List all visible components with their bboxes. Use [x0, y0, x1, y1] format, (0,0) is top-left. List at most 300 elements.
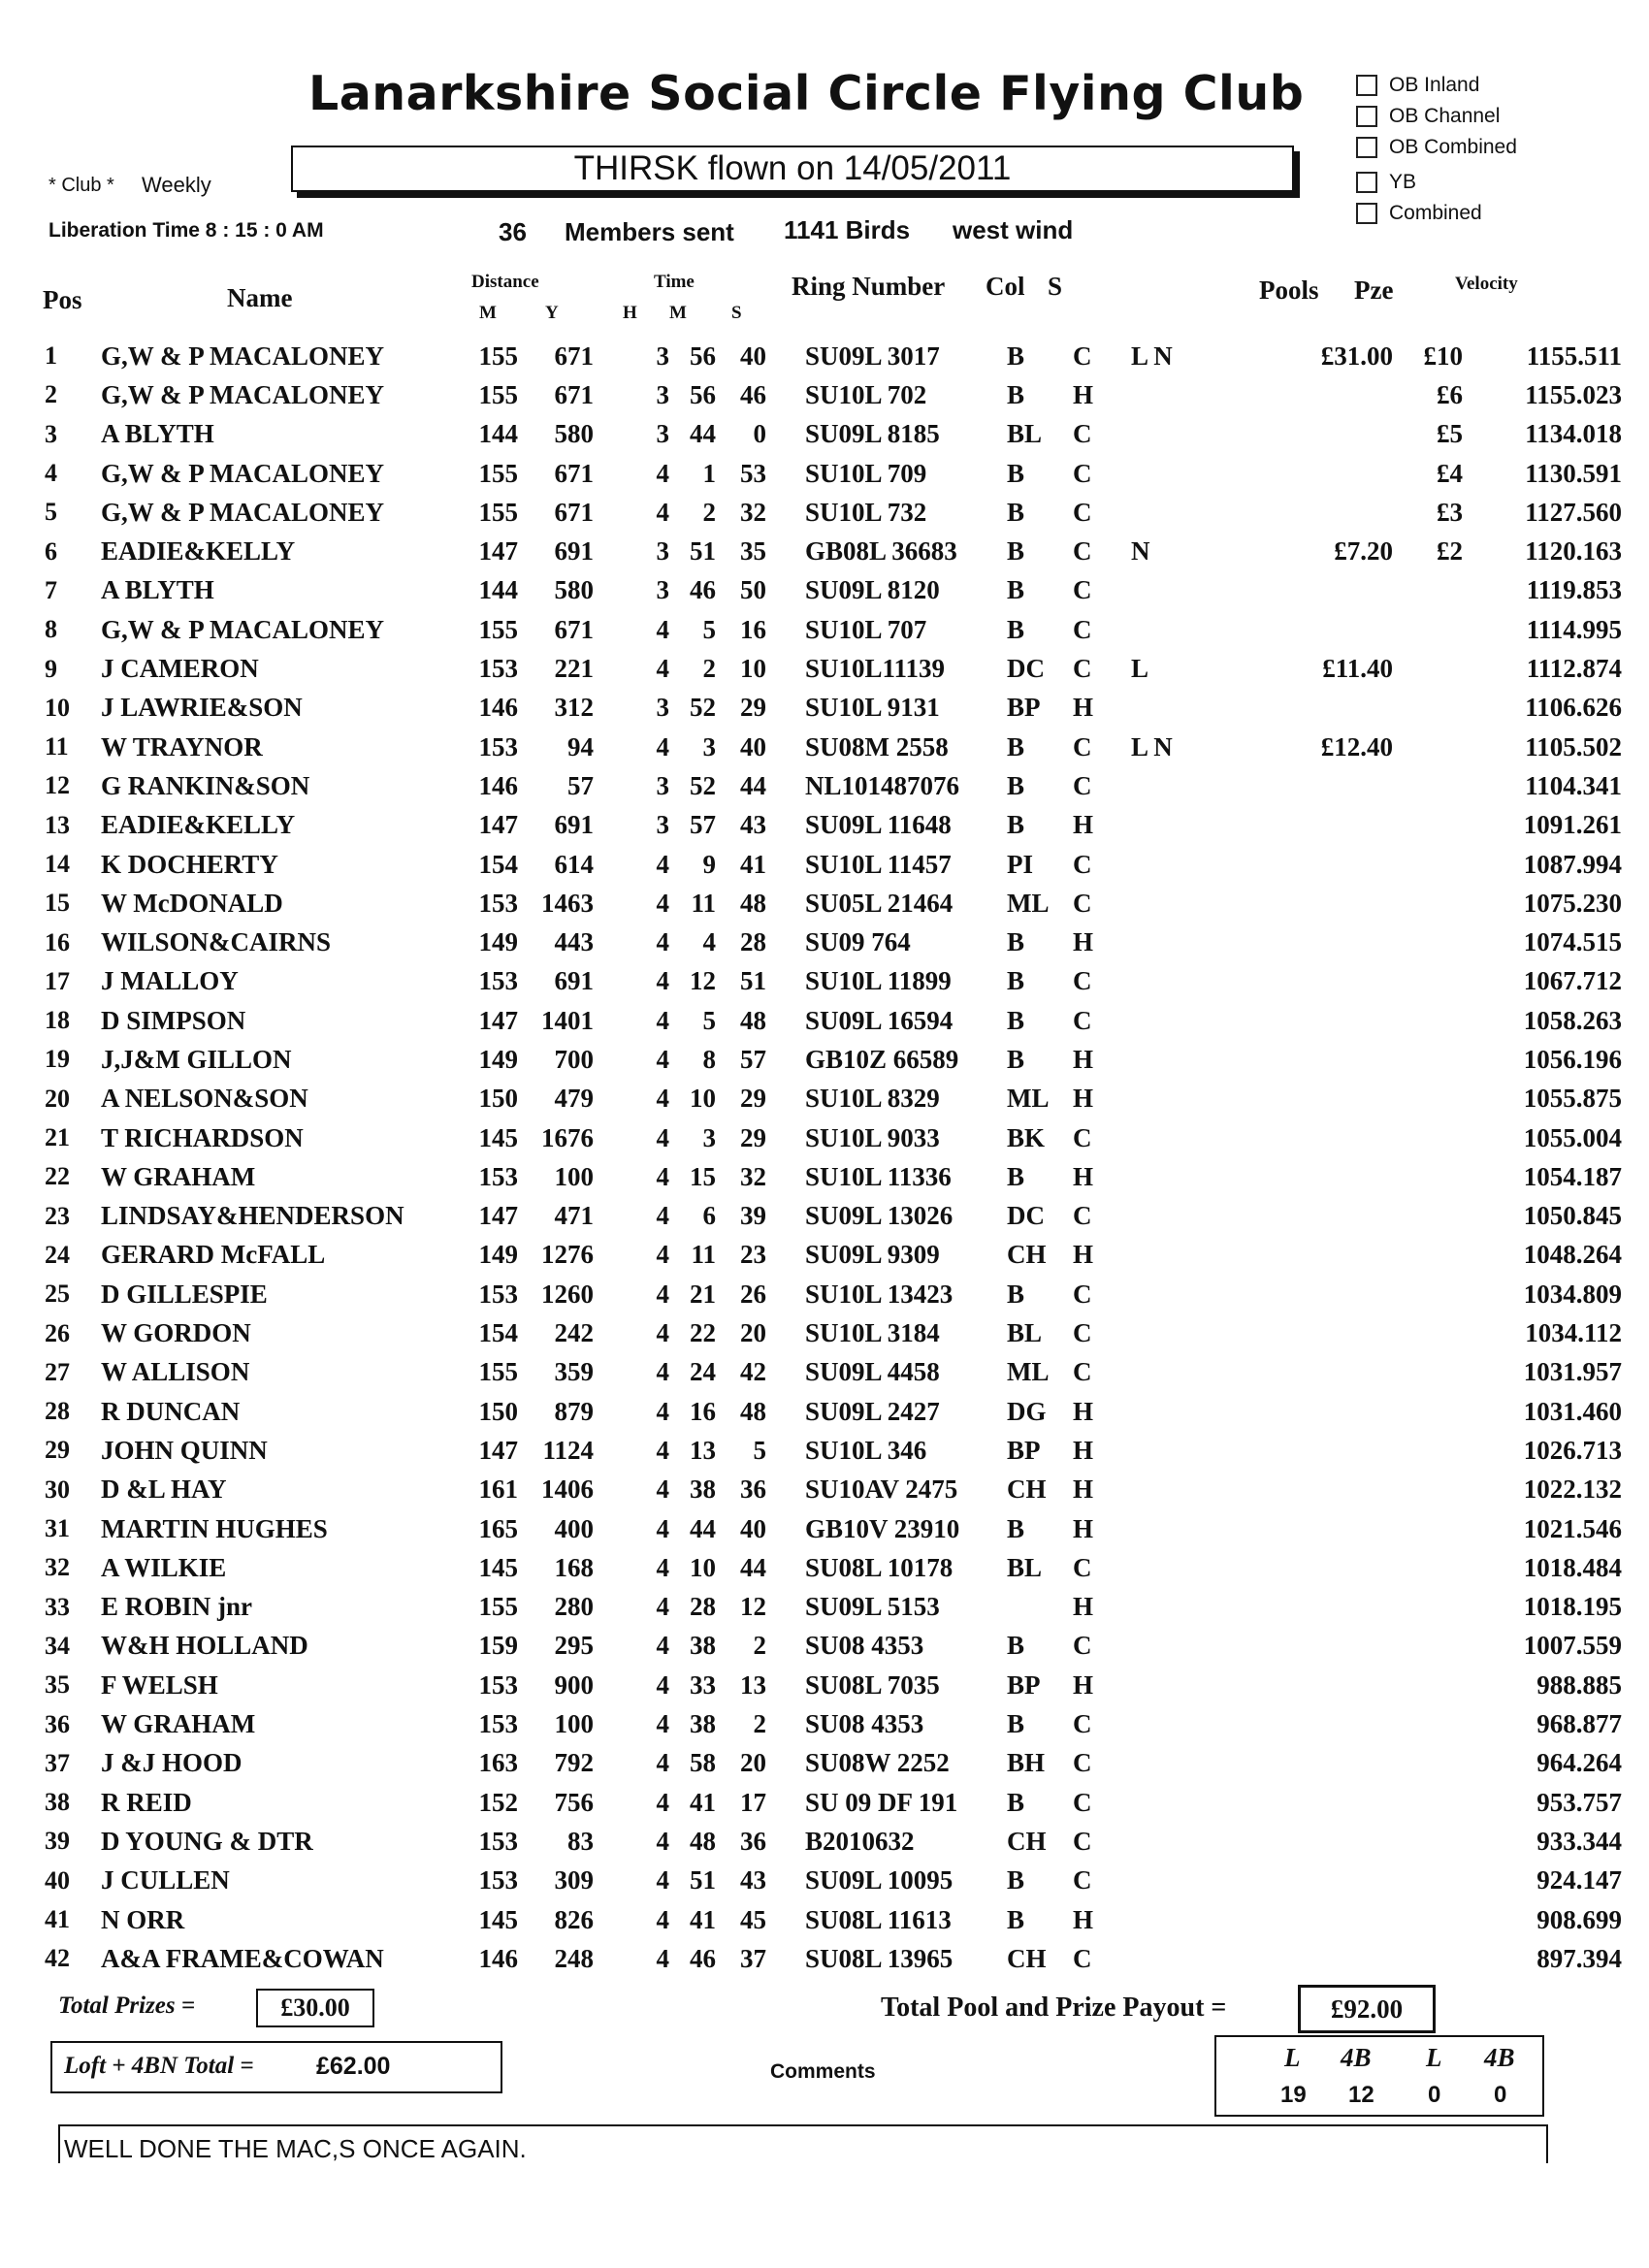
checkbox-icon[interactable]: [1356, 106, 1377, 127]
colour-cell: CH: [1007, 1474, 1047, 1505]
distance-yards-cell: 671: [554, 458, 594, 488]
pools-cell: [1209, 1431, 1393, 1470]
prize-cell: [1393, 1627, 1463, 1666]
ring-number-cell: SU08L 13965: [805, 1943, 954, 1973]
velocity-cell: 1048.264: [1523, 1240, 1622, 1270]
nomination-cell: [1131, 1862, 1209, 1900]
col-time: Time: [654, 272, 695, 292]
ring-number-cell: SU09L 2427: [805, 1396, 940, 1426]
time-seconds-cell: 40: [740, 340, 766, 371]
nomination-cell: [1131, 1744, 1209, 1783]
time-minutes-cell: 15: [690, 1161, 716, 1191]
velocity-cell: 1112.874: [1526, 654, 1622, 684]
time-minutes-cell: 48: [690, 1826, 716, 1856]
checkbox-icon[interactable]: [1356, 137, 1377, 158]
pools-cell: [1209, 845, 1393, 884]
pos-cell: 35: [45, 1670, 70, 1700]
colour-cell: DG: [1007, 1396, 1047, 1426]
nomination-cell: [1131, 884, 1209, 923]
velocity-cell: 1104.341: [1525, 770, 1622, 800]
time-minutes-cell: 44: [690, 1513, 716, 1543]
table-row: [39, 571, 1622, 610]
prize-cell: [1393, 610, 1463, 649]
time-hours-cell: 3: [656, 810, 669, 840]
time-hours-cell: 4: [656, 1201, 669, 1231]
distance-miles-cell: 147: [478, 1201, 518, 1231]
distance-miles-cell: 149: [478, 1240, 518, 1270]
time-hours-cell: 4: [656, 1435, 669, 1465]
pos-cell: 6: [45, 536, 57, 566]
ring-number-cell: SU08M 2558: [805, 731, 949, 761]
table-row: [39, 1040, 1622, 1079]
nomination-cell: [1131, 1704, 1209, 1743]
sex-cell: C: [1073, 1826, 1092, 1856]
colour-cell: B: [1007, 966, 1025, 996]
nomination-cell: [1131, 454, 1209, 493]
nomination-cell: [1131, 375, 1209, 414]
name-cell: JOHN QUINN: [101, 1435, 268, 1465]
distance-miles-cell: 153: [478, 888, 518, 918]
sex-cell: C: [1073, 1865, 1092, 1895]
pos-cell: 32: [45, 1553, 70, 1582]
colour-cell: DC: [1007, 654, 1045, 684]
name-cell: E ROBIN jnr: [101, 1592, 253, 1622]
pos-cell: 27: [45, 1357, 70, 1386]
velocity-cell: 1087.994: [1523, 849, 1622, 879]
time-seconds-cell: 48: [740, 888, 766, 918]
distance-yards-cell: 295: [554, 1631, 594, 1661]
prize-cell: [1393, 1001, 1463, 1040]
table-row: [39, 1080, 1622, 1118]
table-row: [39, 337, 1622, 375]
sex-cell: C: [1073, 966, 1092, 996]
pools-cell: [1209, 1197, 1393, 1236]
distance-miles-cell: 146: [478, 1943, 518, 1973]
ring-number-cell: SU09L 13026: [805, 1201, 954, 1231]
distance-miles-cell: 155: [478, 1592, 518, 1622]
nomination-cell: [1131, 1822, 1209, 1861]
option-ob-combined[interactable]: OB Combined: [1356, 136, 1517, 159]
distance-yards-cell: 826: [554, 1904, 594, 1934]
distance-miles-cell: 145: [478, 1552, 518, 1582]
nomination-cell: N: [1131, 536, 1150, 567]
col-dist-y: Y: [545, 303, 559, 323]
pools-cell: [1209, 1080, 1393, 1118]
colour-cell: B: [1007, 497, 1025, 527]
colour-cell: CH: [1007, 1826, 1047, 1856]
checkbox-icon[interactable]: [1356, 203, 1377, 224]
colour-cell: B: [1007, 1865, 1025, 1895]
time-minutes-cell: 2: [702, 497, 716, 527]
pos-cell: 38: [45, 1788, 70, 1817]
colour-cell: B: [1007, 379, 1025, 409]
distance-yards-cell: 1260: [541, 1279, 594, 1309]
comments-label: Comments: [770, 2060, 876, 2083]
prize-cell: [1393, 1275, 1463, 1313]
time-hours-cell: 4: [656, 1357, 669, 1387]
table-row: [39, 610, 1622, 649]
ring-number-cell: SU09L 9309: [805, 1240, 940, 1270]
time-minutes-cell: 1: [702, 458, 716, 488]
time-hours-cell: 3: [656, 536, 669, 567]
velocity-cell: 1067.712: [1523, 966, 1622, 996]
distance-yards-cell: 691: [554, 810, 594, 840]
option-ob-inland[interactable]: OB Inland: [1356, 74, 1479, 97]
name-cell: A&A FRAME&COWAN: [101, 1943, 384, 1973]
time-seconds-cell: 57: [740, 1044, 766, 1074]
distance-miles-cell: 152: [478, 1787, 518, 1817]
time-seconds-cell: 29: [740, 1084, 766, 1114]
velocity-cell: 1034.112: [1525, 1318, 1622, 1348]
distance-yards-cell: 168: [554, 1552, 594, 1582]
prize-cell: [1393, 689, 1463, 728]
sex-cell: H: [1073, 1592, 1094, 1622]
sex-cell: H: [1073, 927, 1094, 957]
ring-number-cell: SU09L 3017: [805, 340, 940, 371]
prize-cell: [1393, 766, 1463, 805]
table-row: [39, 884, 1622, 923]
name-cell: R DUNCAN: [101, 1396, 241, 1426]
prize-cell: [1393, 1353, 1463, 1392]
time-seconds-cell: 44: [740, 770, 766, 800]
sex-cell: C: [1073, 1005, 1092, 1035]
time-seconds-cell: 2: [753, 1709, 766, 1739]
colour-cell: CH: [1007, 1943, 1047, 1973]
prize-cell: [1393, 1471, 1463, 1509]
nomination-cell: [1131, 1548, 1209, 1587]
distance-miles-cell: 153: [478, 731, 518, 761]
colour-cell: ML: [1007, 888, 1050, 918]
prize-cell: [1393, 649, 1463, 688]
distance-yards-cell: 312: [554, 693, 594, 723]
velocity-cell: 1055.004: [1523, 1122, 1622, 1152]
time-hours-cell: 4: [656, 1631, 669, 1661]
sex-cell: H: [1073, 1396, 1094, 1426]
pools-cell: [1209, 1353, 1393, 1392]
checkbox-icon[interactable]: [1356, 172, 1377, 193]
time-seconds-cell: 35: [740, 536, 766, 567]
velocity-cell: 1007.559: [1523, 1631, 1622, 1661]
colour-cell: B: [1007, 1904, 1025, 1934]
name-cell: D SIMPSON: [101, 1005, 246, 1035]
distance-yards-cell: 671: [554, 497, 594, 527]
table-row: [39, 1900, 1622, 1939]
time-hours-cell: 4: [656, 458, 669, 488]
time-hours-cell: 3: [656, 575, 669, 605]
sex-cell: H: [1073, 1240, 1094, 1270]
name-cell: G,W & P MACALONEY: [101, 340, 385, 371]
colour-cell: BL: [1007, 1318, 1043, 1348]
nomination-cell: [1131, 1118, 1209, 1157]
name-cell: A BLYTH: [101, 575, 214, 605]
time-seconds-cell: 48: [740, 1005, 766, 1035]
table-row: [39, 1313, 1622, 1352]
pos-cell: 8: [45, 615, 57, 644]
ring-number-cell: SU10L 732: [805, 497, 927, 527]
table-row: [39, 1862, 1622, 1900]
time-minutes-cell: 41: [690, 1787, 716, 1817]
ring-number-cell: SU08 4353: [805, 1709, 924, 1739]
prize-cell: [1393, 1862, 1463, 1900]
pos-cell: 24: [45, 1240, 70, 1269]
velocity-cell: 1119.853: [1526, 575, 1622, 605]
table-row: [39, 1431, 1622, 1470]
pos-cell: 3: [45, 419, 57, 448]
time-hours-cell: 4: [656, 654, 669, 684]
ring-number-cell: SU09L 8120: [805, 575, 940, 605]
club-title: Lanarkshire Social Circle Flying Club: [308, 66, 1305, 121]
sex-cell: H: [1073, 1904, 1094, 1934]
option-combined[interactable]: Combined: [1356, 202, 1482, 225]
table-row: [39, 649, 1622, 688]
stats-header-l2: L: [1426, 2043, 1442, 2072]
sex-cell: C: [1073, 1748, 1092, 1778]
time-minutes-cell: 57: [690, 810, 716, 840]
ring-number-cell: SU08L 11613: [805, 1904, 952, 1934]
nomination-cell: [1131, 1040, 1209, 1079]
table-row: [39, 1353, 1622, 1392]
time-hours-cell: 4: [656, 614, 669, 644]
time-minutes-cell: 12: [690, 966, 716, 996]
option-yb[interactable]: YB: [1356, 171, 1416, 194]
name-cell: J &J HOOD: [101, 1748, 242, 1778]
pools-cell: [1209, 571, 1393, 610]
prize-cell: [1393, 1900, 1463, 1939]
distance-yards-cell: 671: [554, 379, 594, 409]
pools-cell: [1209, 1118, 1393, 1157]
time-minutes-cell: 22: [690, 1318, 716, 1348]
option-ob-channel[interactable]: OB Channel: [1356, 105, 1500, 128]
nomination-cell: [1131, 1353, 1209, 1392]
velocity-cell: 953.757: [1536, 1787, 1622, 1817]
time-hours-cell: 4: [656, 1318, 669, 1348]
nomination-cell: [1131, 689, 1209, 728]
stats-header-4b2: 4B: [1484, 2043, 1515, 2072]
sex-cell: C: [1073, 1943, 1092, 1973]
sex-cell: C: [1073, 419, 1092, 449]
colour-cell: PI: [1007, 849, 1033, 879]
distance-miles-cell: 155: [478, 497, 518, 527]
distance-miles-cell: 147: [478, 1005, 518, 1035]
table-row: [39, 415, 1622, 454]
table-row: [39, 766, 1622, 805]
velocity-cell: 1091.261: [1523, 810, 1622, 840]
name-cell: D GILLESPIE: [101, 1279, 268, 1309]
velocity-cell: 1134.018: [1525, 419, 1622, 449]
stats-header-4b1: 4B: [1341, 2043, 1372, 2072]
sex-cell: H: [1073, 1044, 1094, 1074]
name-cell: G,W & P MACALONEY: [101, 458, 385, 488]
prize-cell: [1393, 1509, 1463, 1548]
nomination-cell: [1131, 1431, 1209, 1470]
name-cell: G RANKIN&SON: [101, 770, 310, 800]
stats-value-4b2: 0: [1494, 2082, 1507, 2108]
distance-miles-cell: 147: [478, 536, 518, 567]
total-prizes-value: £30.00: [256, 1989, 374, 2027]
stats-value-4b1: 12: [1348, 2082, 1374, 2108]
time-hours-cell: 4: [656, 1592, 669, 1622]
velocity-cell: 1114.995: [1526, 614, 1622, 644]
name-cell: D YOUNG & DTR: [101, 1826, 313, 1856]
name-cell: D &L HAY: [101, 1474, 227, 1505]
time-seconds-cell: 26: [740, 1279, 766, 1309]
colour-cell: ML: [1007, 1084, 1050, 1114]
velocity-cell: 908.699: [1536, 1904, 1622, 1934]
stats-header-l1: L: [1284, 2043, 1301, 2072]
velocity-cell: 1155.511: [1526, 340, 1622, 371]
name-cell: A BLYTH: [101, 419, 214, 449]
sex-cell: H: [1073, 1084, 1094, 1114]
pools-cell: [1209, 1313, 1393, 1352]
distance-yards-cell: 100: [554, 1161, 594, 1191]
name-cell: G,W & P MACALONEY: [101, 614, 385, 644]
time-hours-cell: 4: [656, 1904, 669, 1934]
distance-yards-cell: 57: [567, 770, 594, 800]
velocity-cell: 1018.484: [1523, 1552, 1622, 1582]
col-time-h: H: [623, 303, 637, 323]
pools-cell: £11.40: [1322, 654, 1393, 684]
velocity-cell: 933.344: [1536, 1826, 1622, 1856]
ring-number-cell: GB08L 36683: [805, 536, 957, 567]
colour-cell: BK: [1007, 1122, 1046, 1152]
pos-cell: 20: [45, 1084, 70, 1113]
distance-miles-cell: 150: [478, 1396, 518, 1426]
ring-number-cell: SU09L 16594: [805, 1005, 954, 1035]
time-hours-cell: 4: [656, 888, 669, 918]
distance-miles-cell: 149: [478, 1044, 518, 1074]
time-minutes-cell: 28: [690, 1592, 716, 1622]
velocity-cell: 1106.626: [1525, 693, 1622, 723]
pos-cell: 42: [45, 1944, 70, 1973]
pools-cell: [1209, 375, 1393, 414]
pos-cell: 7: [45, 575, 57, 604]
pools-cell: [1209, 962, 1393, 1001]
time-hours-cell: 4: [656, 1865, 669, 1895]
prize-cell: [1393, 728, 1463, 766]
table-row: [39, 923, 1622, 961]
sex-cell: C: [1073, 888, 1092, 918]
time-hours-cell: 4: [656, 966, 669, 996]
ring-number-cell: SU10L 3184: [805, 1318, 940, 1348]
ring-number-cell: SU10L 702: [805, 379, 927, 409]
prize-cell: [1393, 571, 1463, 610]
pos-cell: 13: [45, 810, 70, 839]
table-row: [39, 962, 1622, 1001]
pos-cell: 30: [45, 1474, 70, 1504]
velocity-cell: 1031.957: [1523, 1357, 1622, 1387]
ring-number-cell: SU10L 9033: [805, 1122, 940, 1152]
velocity-cell: 1055.875: [1523, 1084, 1622, 1114]
distance-miles-cell: 145: [478, 1904, 518, 1934]
time-minutes-cell: 56: [690, 379, 716, 409]
name-cell: W GORDON: [101, 1318, 251, 1348]
nomination-cell: [1131, 1588, 1209, 1627]
pools-cell: [1209, 1509, 1393, 1548]
velocity-cell: 1058.263: [1523, 1005, 1622, 1035]
time-seconds-cell: 44: [740, 1552, 766, 1582]
nomination-cell: [1131, 766, 1209, 805]
distance-miles-cell: 153: [478, 1279, 518, 1309]
ring-number-cell: SU10L 346: [805, 1435, 927, 1465]
nomination-cell: [1131, 571, 1209, 610]
period-label: Weekly: [142, 173, 211, 197]
colour-cell: BH: [1007, 1748, 1046, 1778]
pos-cell: 12: [45, 771, 70, 800]
time-seconds-cell: 53: [740, 458, 766, 488]
pools-cell: [1209, 415, 1393, 454]
time-seconds-cell: 36: [740, 1826, 766, 1856]
ring-number-cell: SU08W 2252: [805, 1748, 950, 1778]
time-hours-cell: 4: [656, 1005, 669, 1035]
time-minutes-cell: 5: [702, 614, 716, 644]
distance-miles-cell: 163: [478, 1748, 518, 1778]
pos-cell: 14: [45, 850, 70, 878]
sex-cell: C: [1073, 1709, 1092, 1739]
distance-yards-cell: 614: [554, 849, 594, 879]
distance-yards-cell: 671: [554, 614, 594, 644]
colour-cell: [1007, 1588, 1073, 1627]
time-minutes-cell: 21: [690, 1279, 716, 1309]
col-time-s: S: [731, 303, 742, 323]
prize-cell: [1393, 1666, 1463, 1704]
nomination-cell: L N: [1131, 731, 1173, 761]
ring-number-cell: SU09 764: [805, 927, 911, 957]
time-seconds-cell: 13: [740, 1669, 766, 1700]
time-seconds-cell: 43: [740, 810, 766, 840]
distance-miles-cell: 155: [478, 458, 518, 488]
velocity-cell: 1021.546: [1523, 1513, 1622, 1543]
time-minutes-cell: 51: [690, 536, 716, 567]
pos-cell: 2: [45, 380, 57, 409]
colour-cell: B: [1007, 1044, 1025, 1074]
prize-cell: £4: [1437, 458, 1463, 488]
pos-cell: 19: [45, 1045, 70, 1074]
name-cell: J,J&M GILLON: [101, 1044, 292, 1074]
time-hours-cell: 4: [656, 731, 669, 761]
distance-yards-cell: 1676: [541, 1122, 594, 1152]
nomination-cell: [1131, 1197, 1209, 1236]
checkbox-icon[interactable]: [1356, 75, 1377, 96]
ring-number-cell: SU08L 10178: [805, 1552, 954, 1582]
name-cell: F WELSH: [101, 1669, 218, 1700]
name-cell: J MALLOY: [101, 966, 239, 996]
time-minutes-cell: 16: [690, 1396, 716, 1426]
nomination-cell: [1131, 610, 1209, 649]
time-seconds-cell: 2: [753, 1631, 766, 1661]
pos-cell: 29: [45, 1436, 70, 1465]
time-minutes-cell: 56: [690, 340, 716, 371]
velocity-cell: 964.264: [1536, 1748, 1622, 1778]
nomination-cell: [1131, 1666, 1209, 1704]
sex-cell: C: [1073, 340, 1092, 371]
loft-total-box: [50, 2041, 502, 2093]
pos-cell: 10: [45, 693, 70, 722]
ring-number-cell: SU10L 11336: [805, 1161, 952, 1191]
distance-miles-cell: 155: [478, 340, 518, 371]
table-row: [39, 806, 1622, 845]
distance-yards-cell: 756: [554, 1787, 594, 1817]
pos-cell: 21: [45, 1123, 70, 1152]
nomination-cell: [1131, 1392, 1209, 1431]
distance-miles-cell: 145: [478, 1122, 518, 1152]
nomination-cell: [1131, 1001, 1209, 1040]
nomination-cell: [1131, 1236, 1209, 1275]
pos-cell: 18: [45, 1006, 70, 1035]
time-minutes-cell: 6: [702, 1201, 716, 1231]
velocity-cell: 988.885: [1536, 1669, 1622, 1700]
sex-cell: C: [1073, 654, 1092, 684]
time-seconds-cell: 12: [740, 1592, 766, 1622]
